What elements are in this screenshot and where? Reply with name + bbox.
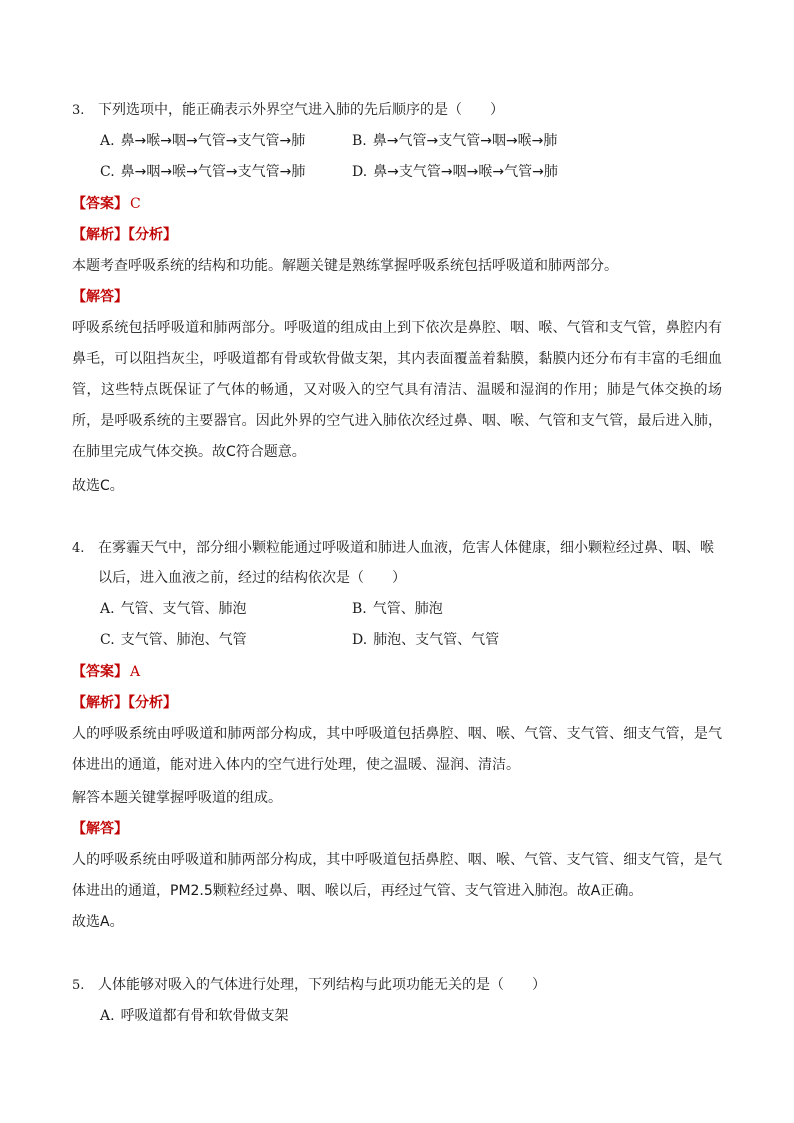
- question-stem-text: 在雾霾天气中，部分细小颗粒能通过呼吸道和肺进人血液，危害人体健康，细小颗粒经过鼻、咽、喉: [98, 540, 714, 556]
- option-text: 鼻→喉→咽→气管→支气管→肺: [120, 133, 306, 149]
- question-stem-text: 下列选项中，能正确表示外界空气进入肺的先后顺序的是（ ）: [98, 102, 504, 118]
- solution-text: 呼吸系统包括呼吸道和肺两部分。呼吸道的组成由上到下依次是鼻腔、咽、喉、气管和支气管，鼻腔内有鼻毛，可以阻挡灰尘，呼吸道都有骨或软骨做支架，其内表面覆盖着黏膜，黏膜内还分布有丰富的毛细血管，这些特点既保证了气体的畅通，又对吸入的空气具有清洁、温暖和湿润的作用；肺是气体交换的场所，是呼吸系统的主要器官。因此外界的空气进入肺依次经过鼻、咽、喉、气管和支气管，最后进入肺，在肺里完成气体交换。故C符合题意。: [72, 320, 722, 460]
- question-5-stem: [72, 975, 546, 996]
- option-a: [100, 131, 305, 151]
- option-text: 鼻→支气管→咽→喉→气管→肺: [373, 164, 558, 180]
- analysis-label: 【解析】【分析】: [72, 695, 177, 711]
- question-number: 3.: [72, 103, 85, 118]
- question-stem-text: 人体能够对吸入的气体进行处理，下列结构与此项功能无关的是（ ）: [98, 977, 546, 993]
- option-letter: A.: [100, 1008, 115, 1024]
- option-letter: B.: [352, 601, 367, 617]
- answer-label: [72, 662, 140, 682]
- conclusion-text: 故选C。: [72, 478, 124, 494]
- question-number: 5.: [72, 978, 85, 993]
- option-letter: A.: [100, 601, 115, 617]
- solution-label: 【解答】: [72, 289, 128, 305]
- answer-label: [72, 194, 141, 214]
- option-text: 呼吸道都有骨和软骨做支架: [120, 1008, 289, 1024]
- option-text: 肺泡、支气管、气管: [373, 632, 500, 648]
- solution-label: 【解答】: [72, 821, 128, 837]
- option-c: [100, 630, 247, 650]
- option-letter: D.: [352, 632, 368, 648]
- option-letter: A.: [100, 133, 115, 149]
- answer-tag: 【答案】: [72, 196, 128, 212]
- analysis-text: 本题考查呼吸系统的结构和功能。解题关键是熟练掌握呼吸系统包括呼吸道和肺两部分。: [72, 258, 618, 274]
- option-text: 鼻→气管→支气管→咽→喉→肺: [372, 133, 558, 149]
- question-4-stem: [72, 538, 714, 559]
- analysis-label: 【解析】【分析】: [72, 227, 177, 243]
- option-b: [352, 599, 443, 619]
- option-letter: B.: [352, 133, 367, 149]
- option-text: 鼻→咽→喉→气管→支气管→肺: [120, 164, 306, 180]
- question-3-stem: [72, 100, 504, 121]
- analysis-text-2: 解答本题关键掌握呼吸道的组成。: [72, 790, 282, 806]
- option-b: [352, 131, 557, 151]
- option-text: 气管、肺泡: [372, 601, 443, 617]
- option-letter: C.: [100, 164, 115, 180]
- option-letter: D.: [352, 164, 368, 180]
- answer-tag: 【答案】: [72, 664, 128, 680]
- answer-value: A: [130, 664, 141, 680]
- option-a: [100, 599, 247, 619]
- conclusion-text: 故选A。: [72, 914, 124, 930]
- question-stem-continuation: 以后，进入血液之前，经过的结构依次是（ ）: [98, 570, 406, 586]
- option-c: [100, 162, 305, 182]
- answer-value: C: [130, 196, 141, 212]
- option-text: 气管、支气管、肺泡: [120, 601, 247, 617]
- option-text: 支气管、肺泡、气管: [120, 632, 247, 648]
- question-number: 4.: [72, 541, 85, 556]
- option-d: [352, 162, 558, 182]
- solution-text: 人的呼吸系统由呼吸道和肺两部分构成，其中呼吸道包括鼻腔、咽、喉、气管、支气管、细支气管，是气体进出的通道，PM2.5颗粒经过鼻、咽、喉以后，再经过气管、支气管进入肺泡。故A正确。: [72, 852, 722, 899]
- option-d: [352, 630, 499, 650]
- option-a: [100, 1006, 289, 1026]
- analysis-text: 人的呼吸系统由呼吸道和肺两部分构成，其中呼吸道包括鼻腔、咽、喉、气管、支气管、细支气管，是气体进出的通道，能对进入体内的空气进行处理，使之温暖、湿润、清洁。: [72, 726, 722, 773]
- option-letter: C.: [100, 632, 115, 648]
